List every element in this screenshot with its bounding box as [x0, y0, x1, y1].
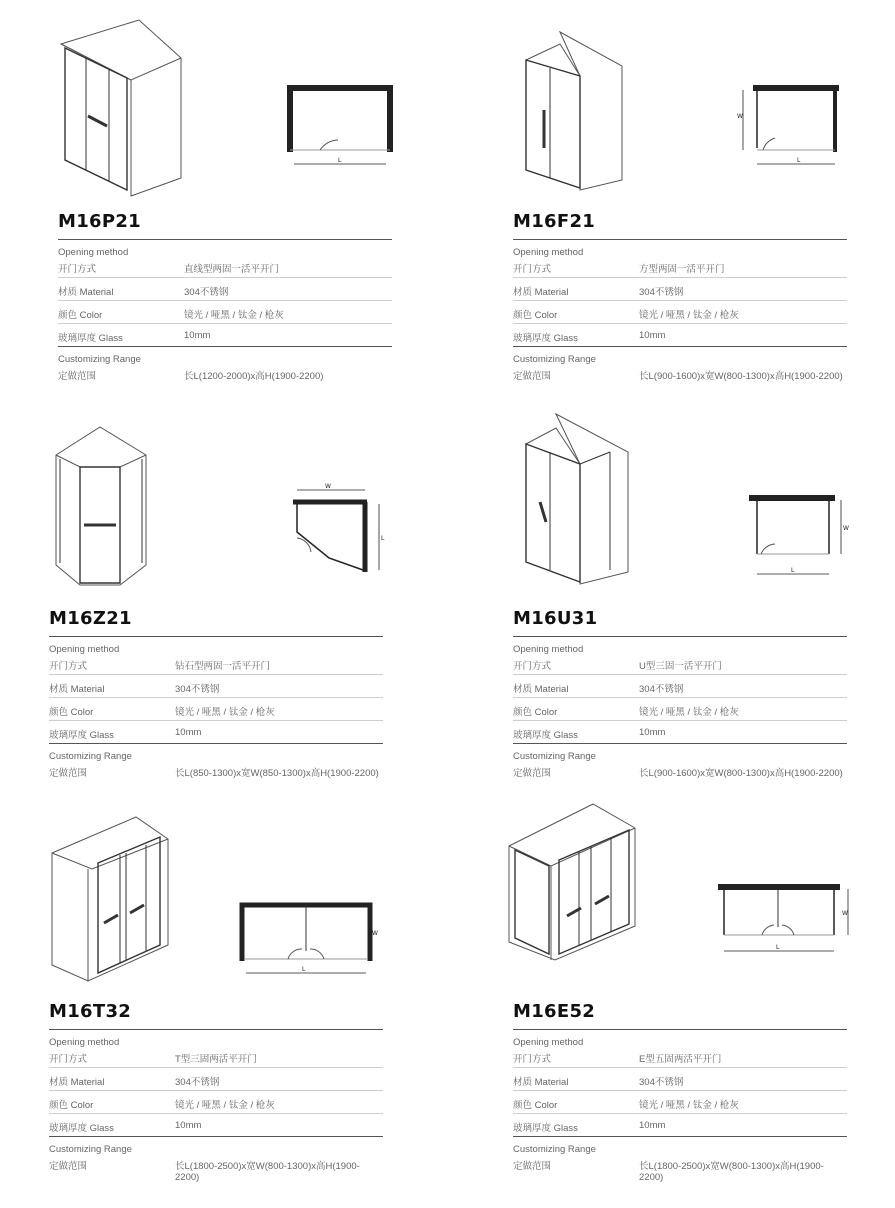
dim-length-label: L	[338, 157, 342, 164]
spec-row-material: 材质 Material 304不锈钢	[513, 675, 847, 698]
spec-row-opening: Opening method 开门方式 直线型两固一活平开门	[58, 240, 392, 278]
dim-length-label: L	[302, 966, 306, 973]
spec-row-glass: 玻璃厚度 Glass 10mm	[49, 721, 383, 744]
dim-width-label: W	[843, 525, 849, 532]
spec-table	[513, 636, 847, 781]
spec-row-color: 颜色 Color 镜光 / 哑黑 / 钛金 / 枪灰	[49, 1091, 383, 1114]
spec-row-color: 颜色 Color 镜光 / 哑黑 / 钛金 / 枪灰	[513, 698, 847, 721]
model-name: M16P21	[58, 211, 142, 232]
spec-row-material: 材质 Material 304不锈钢	[49, 675, 383, 698]
spec-row-color: 颜色 Color 镜光 / 哑黑 / 钛金 / 枪灰	[49, 698, 383, 721]
floor-plan-diagram	[236, 895, 386, 980]
spec-table	[58, 239, 392, 384]
spec-row-glass: 玻璃厚度 Glass 10mm	[513, 1114, 847, 1137]
dim-length-label: L	[791, 567, 795, 574]
spec-row-material: 材质 Material 304不锈钢	[513, 1068, 847, 1091]
spec-row-material: 材质 Material 304不锈钢	[49, 1068, 383, 1091]
model-name: M16Z21	[49, 608, 132, 629]
spec-row-opening: Opening method 开门方式 T型三固两活平开门	[49, 1030, 383, 1068]
spec-row-opening: Opening method 开门方式 U型三固一活平开门	[513, 637, 847, 675]
spec-row-glass: 玻璃厚度 Glass 10mm	[58, 324, 392, 347]
spec-row-range: Customizing Range 定做范围 长L(850-1300)x宽W(850-1300)x高H(1900-2200)	[49, 751, 379, 779]
model-name: M16F21	[513, 211, 596, 232]
spec-row-color: 颜色 Color 镜光 / 哑黑 / 钛金 / 枪灰	[513, 1091, 847, 1114]
dim-length-label: L	[797, 157, 801, 164]
floor-plan-diagram	[712, 877, 857, 962]
model-name: M16E52	[513, 1001, 596, 1022]
spec-row-range: Customizing Range 定做范围 长L(900-1600)x宽W(800-1300)x高H(1900-2200)	[513, 354, 843, 382]
model-name: M16T32	[49, 1001, 132, 1022]
spec-row-range: Customizing Range 定做范围 长L(1200-2000)x高H(1900-2200)	[58, 354, 324, 382]
floor-plan-diagram	[745, 490, 855, 580]
shower-enclosure-illustration	[505, 800, 640, 968]
spec-row-range: Customizing Range 定做范围 长L(900-1600)x宽W(800-1300)x高H(1900-2200)	[513, 751, 843, 779]
shower-enclosure-illustration	[520, 412, 632, 587]
spec-row-material: 材质 Material 304不锈钢	[58, 278, 392, 301]
dim-width-label: W	[325, 483, 331, 490]
dim-width-label: W	[842, 910, 848, 917]
spec-table	[513, 239, 847, 384]
spec-row-color: 颜色 Color 镜光 / 哑黑 / 钛金 / 枪灰	[58, 301, 392, 324]
dim-length-label: L	[776, 944, 780, 951]
spec-row-glass: 玻璃厚度 Glass 10mm	[513, 324, 847, 347]
spec-table	[49, 636, 383, 781]
spec-table	[513, 1029, 847, 1183]
floor-plan-diagram	[285, 482, 395, 577]
spec-row-material: 材质 Material 304不锈钢	[513, 278, 847, 301]
spec-row-glass: 玻璃厚度 Glass 10mm	[513, 721, 847, 744]
shower-enclosure-illustration	[50, 425, 155, 593]
dim-width-label: W	[372, 930, 378, 937]
model-name: M16U31	[513, 608, 598, 629]
spec-row-glass: 玻璃厚度 Glass 10mm	[49, 1114, 383, 1137]
dim-length-label: L	[381, 535, 385, 542]
spec-row-opening: Opening method 开门方式 方型两固一活平开门	[513, 240, 847, 278]
shower-enclosure-illustration	[48, 815, 178, 987]
spec-row-opening: Opening method 开门方式 E型五固两活平开门	[513, 1030, 847, 1068]
spec-table	[49, 1029, 383, 1183]
floor-plan-diagram	[280, 80, 400, 170]
spec-row-range: Customizing Range 定做范围 长L(1800-2500)x宽W(800-1300)x高H(1900-2200)	[513, 1144, 824, 1183]
spec-row-range: Customizing Range 定做范围 长L(1800-2500)x宽W(800-1300)x高H(1900-2200)	[49, 1144, 360, 1183]
floor-plan-diagram	[735, 80, 845, 170]
spec-row-opening: Opening method 开门方式 钻石型两固一活平开门	[49, 637, 383, 675]
shower-enclosure-illustration	[520, 30, 630, 195]
dim-width-label: W	[737, 113, 743, 120]
spec-row-color: 颜色 Color 镜光 / 哑黑 / 钛金 / 枪灰	[513, 301, 847, 324]
shower-enclosure-illustration	[55, 18, 185, 198]
